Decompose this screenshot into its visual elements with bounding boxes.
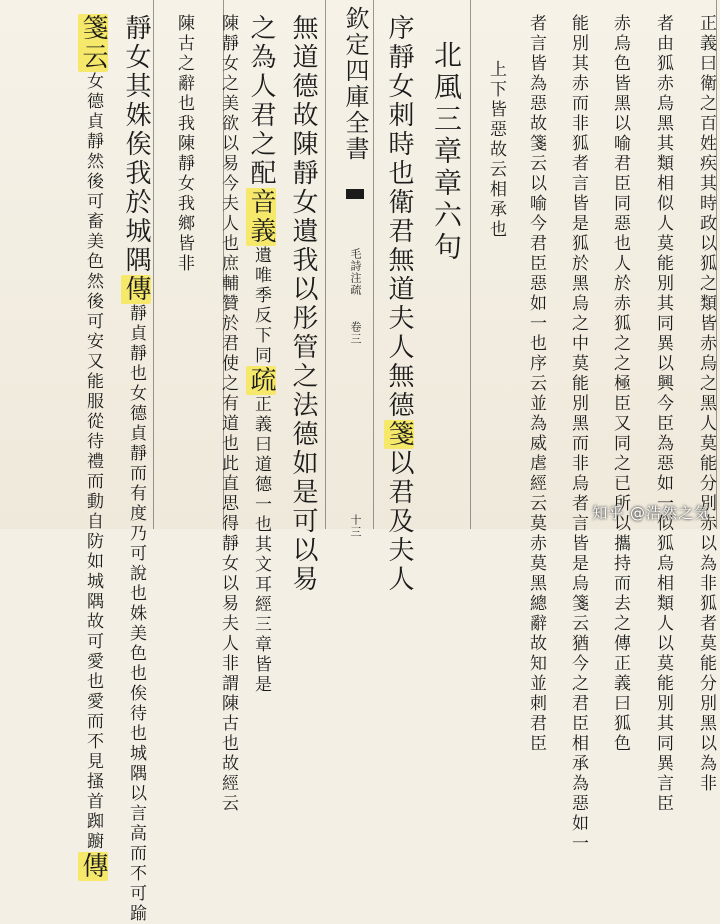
volume-number: 卷三 bbox=[349, 321, 362, 345]
column-rule bbox=[470, 0, 471, 529]
center-header-column bbox=[327, 0, 373, 538]
column-rule bbox=[373, 0, 374, 529]
note-line-b: 度乃可說也姝美色也俟待也城隅以言高而不可踰 bbox=[126, 504, 146, 924]
commentary-line-a: 上下皆惡故 bbox=[486, 60, 506, 160]
highlight-zhuan: 傳 bbox=[121, 275, 151, 304]
commentary-column bbox=[158, 0, 194, 543]
commentary-line-b: 臣為惡如一似狐烏相類人以莫能別其同異言臣 bbox=[653, 414, 673, 814]
commentary-line-a: 赤烏色皆黑以喻君臣同惡也人於赤狐之 bbox=[610, 14, 630, 354]
commentary-line-a: 者由狐赤烏黑其類相似人莫能別其同異以興今 bbox=[653, 14, 673, 414]
preface-text-end: 以君及夫人 bbox=[384, 449, 414, 594]
highlight-jianyun: 箋云 bbox=[78, 14, 108, 72]
highlight-shu: 疏 bbox=[246, 366, 276, 395]
fish-tail-mark bbox=[346, 189, 364, 209]
commentary-line-a: 女德貞靜然後可畜美色然後可安又能服從待 bbox=[83, 72, 103, 452]
preface-column bbox=[280, 0, 322, 594]
commentary-line-a: 陳靜女之美欲以易今夫人也庶輔贊於君使之有 bbox=[218, 14, 238, 414]
commentary-column bbox=[588, 0, 630, 754]
watermark: 知乎 @浩然之気 bbox=[592, 504, 710, 522]
highlight-jian: 箋 bbox=[384, 420, 414, 449]
commentary-line-a: 正義曰衛之百姓疾其時政以狐之類皆赤烏之 bbox=[696, 14, 716, 394]
commentary-column bbox=[472, 0, 506, 589]
commentary-column bbox=[504, 0, 546, 754]
highlight-yinyi: 音義 bbox=[246, 188, 276, 246]
column-rule bbox=[716, 0, 717, 529]
book-title: 欽定四庫全書 bbox=[341, 6, 369, 162]
commentary-column bbox=[674, 0, 716, 794]
note-line-a: 正義曰道德一也 bbox=[251, 395, 271, 535]
commentary-line-b: 黑而非烏者言皆是烏箋云猶今之君臣相承為惡如一 bbox=[568, 414, 588, 854]
commentary-line-b: 道也此直思得靜女以易夫人非謂陳古也故經云 bbox=[218, 414, 238, 814]
commentary-column bbox=[196, 0, 238, 814]
highlight-zhuan-2: 傳 bbox=[78, 852, 108, 881]
commentary-line-b: 黑人莫能分別赤以為非狐者莫能分別黑以為非 bbox=[696, 394, 716, 794]
preface-annotation-column bbox=[238, 0, 280, 695]
commentary-line-a: 者言皆為惡故箋云以喻今君臣惡如一也 bbox=[526, 14, 546, 354]
note-line-a: 靜貞靜也女德貞靜而有 bbox=[126, 304, 146, 504]
commentary-column bbox=[58, 0, 112, 881]
note-line-b: 其文耳經三章皆是 bbox=[251, 535, 271, 695]
chapter-heading-text: 北風三章章六句 bbox=[430, 40, 463, 264]
chapter-heading bbox=[418, 0, 466, 569]
column-rule bbox=[325, 0, 326, 529]
poem-text: 靜女其姝俟我於城隅 bbox=[121, 14, 151, 275]
commentary-line-b: 我陳靜女我鄉皆非 bbox=[174, 114, 194, 274]
note-line-a: 遺唯季 bbox=[251, 246, 271, 306]
preface-column bbox=[376, 0, 418, 594]
preface-text: 序靜女刺時也衛君無道夫人無德 bbox=[384, 14, 414, 420]
commentary-line-b: 之極臣又同之已所以攜持而去之傳正義曰狐色 bbox=[610, 354, 630, 754]
preface-text: 無道德故陳靜女遺我以彤管之法德如是可以易 bbox=[288, 14, 318, 594]
commentary-line-b: 禮而動自防如城隅故可愛也愛而不見搔首踟躕 bbox=[83, 452, 103, 852]
commentary-line-b: 云相承也 bbox=[486, 160, 506, 240]
commentary-line-b: 序云並為威虐經云莫赤莫黑總辭故知並刺君臣 bbox=[526, 354, 546, 754]
volume-title: 毛詩注疏 bbox=[349, 248, 362, 296]
commentary-column bbox=[631, 0, 673, 814]
commentary-line-a: 陳古之辭也 bbox=[174, 14, 194, 114]
commentary-column bbox=[546, 0, 588, 854]
page-number: 十三 bbox=[349, 514, 362, 538]
commentary-line-a: 能別其赤而非狐者言皆是狐於黑烏之中莫能別 bbox=[568, 14, 588, 414]
note-line-b: 反下同 bbox=[251, 306, 271, 366]
preface-text: 之為人君之配 bbox=[246, 14, 276, 188]
poem-column bbox=[113, 0, 155, 924]
